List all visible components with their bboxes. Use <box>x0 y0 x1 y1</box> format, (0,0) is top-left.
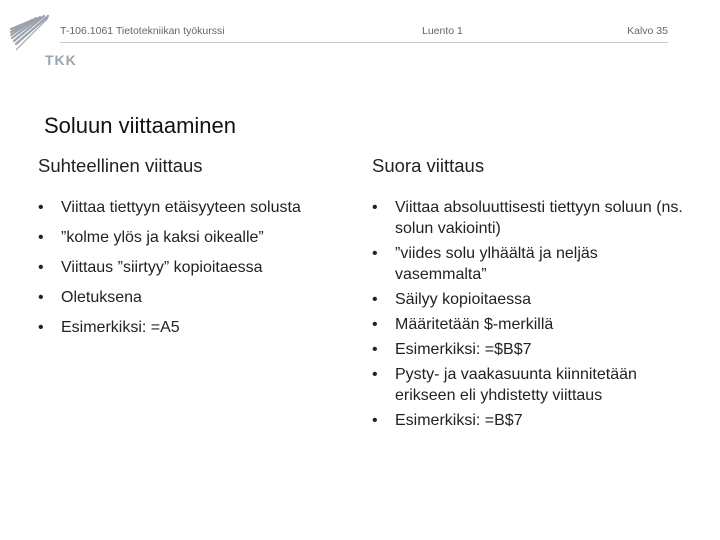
bullet-item: • Viittaa absoluuttisesti tiettyyn soluun (ns. solun vakiointi) <box>372 197 692 239</box>
bullet-item: • Säilyy kopioitaessa <box>372 289 692 310</box>
right-column-heading: Suora viittaus <box>372 155 485 176</box>
right-bullet-list <box>372 197 692 431</box>
bullet-item: • Esimerkiksi: =$B$7 <box>372 339 692 360</box>
lecture-label: Luento 1 <box>422 25 463 37</box>
logo-text: TKK <box>45 52 77 68</box>
bullet-item: • ”kolme ylös ja kaksi oikealle” <box>38 227 338 249</box>
bullet-item: • Viittaus ”siirtyy” kopioitaessa <box>38 257 338 279</box>
left-bullet-list <box>38 197 338 339</box>
header-divider <box>60 42 668 43</box>
bullet-item: • Määritetään $-merkillä <box>372 314 692 335</box>
course-name: T-106.1061 Tietotekniikan työkurssi <box>60 25 225 37</box>
bullet-item: • Oletuksena <box>38 287 338 309</box>
absolute-reference-column <box>372 155 692 435</box>
bullet-item: • Viittaa tiettyyn etäisyyteen solusta <box>38 197 338 219</box>
bullet-item: • ”viides solu ylhäältä ja neljäs vasemmalta” <box>372 243 692 285</box>
bullet-item: • Esimerkiksi: =B$7 <box>372 410 692 431</box>
bullet-item: • Pysty- ja vaakasuunta kiinnitetään erikseen eli yhdistetty viittaus <box>372 364 692 406</box>
left-column-heading: Suhteellinen viittaus <box>38 155 203 176</box>
slide-number: Kalvo 35 <box>627 25 668 37</box>
relative-reference-column <box>38 155 338 347</box>
slide-title: Soluun viittaaminen <box>44 113 237 138</box>
bullet-item: • Esimerkiksi: =A5 <box>38 317 338 339</box>
